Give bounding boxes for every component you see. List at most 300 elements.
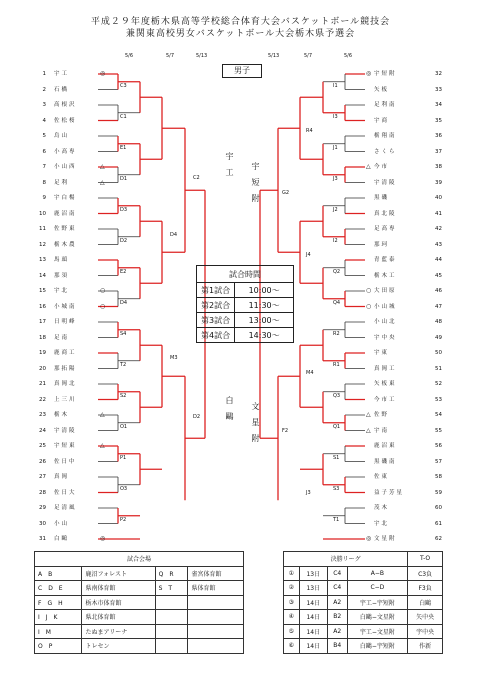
- team-name: 小山城: [374, 303, 397, 310]
- team-number: 11: [39, 226, 46, 232]
- venue-name: 県南体育館: [82, 581, 155, 596]
- team-number: 44: [435, 257, 442, 263]
- match-label: Q3: [333, 392, 341, 399]
- left-team: [32, 179, 108, 187]
- left-team: [32, 256, 108, 264]
- right-team: [366, 86, 450, 94]
- team-name: 矢板東: [374, 381, 397, 387]
- league-result: 宇中央: [408, 624, 443, 639]
- team-number: 6: [42, 148, 46, 155]
- gender-label: 男子: [222, 64, 262, 78]
- team-name: 宇北: [54, 288, 70, 294]
- team-number: 10: [39, 210, 46, 217]
- league-match: 宇工−宇短附: [347, 595, 408, 610]
- left-team: [32, 427, 108, 435]
- team-name: 小山: [54, 520, 70, 527]
- team-name: 栃木工: [374, 272, 397, 279]
- right-team: [366, 101, 450, 109]
- right-team: [366, 303, 450, 311]
- schedule-time: 14:30〜: [235, 328, 294, 343]
- right-team: [366, 396, 450, 404]
- team-name: 宇清陵: [374, 179, 397, 186]
- league-table: [283, 551, 443, 654]
- venue-name: 県北体育館: [82, 610, 155, 625]
- left-team: [32, 334, 108, 342]
- venue-code: A B: [35, 566, 82, 581]
- right-team: [366, 427, 450, 435]
- team-number: 21: [39, 381, 46, 387]
- team-number: 4: [42, 117, 46, 124]
- seed-mark: ◎: [100, 535, 106, 542]
- team-name: 矢板: [374, 86, 390, 93]
- seed-mark: ○: [366, 287, 372, 294]
- team-name: 今市: [374, 164, 390, 170]
- date-label: 5/6: [344, 53, 353, 59]
- left-team: [32, 117, 108, 125]
- league-result: F3負: [408, 581, 443, 596]
- seed-mark: △: [100, 442, 105, 449]
- team-number: 43: [435, 241, 442, 248]
- team-number: 8: [42, 179, 46, 186]
- team-name: 白鷗: [54, 536, 70, 542]
- seed-mark: △: [100, 178, 105, 186]
- team-name: 足利南: [374, 102, 397, 108]
- team-name: 佐東: [374, 474, 390, 480]
- team-name: 日明峰: [54, 319, 77, 325]
- team-number: 49: [435, 334, 442, 341]
- right-team: [366, 334, 450, 342]
- right-team: [366, 535, 450, 543]
- schedule-time: 13:00〜: [235, 313, 294, 328]
- league-court: A2: [327, 595, 347, 610]
- left-team: [32, 380, 108, 388]
- date-label: 5/13: [196, 53, 208, 59]
- league-day: 13日: [299, 581, 327, 596]
- title-line-2: 兼関東高校男女バスケットボール大会栃木県予選会: [125, 29, 356, 39]
- team-name: 真岡工: [374, 365, 397, 372]
- team-name: 高根沢: [54, 102, 77, 108]
- left-team: [32, 365, 108, 373]
- left-team: [32, 287, 108, 295]
- league-day: 14日: [299, 610, 327, 625]
- right-team: [366, 179, 450, 187]
- team-name: 宇清陵: [54, 427, 77, 434]
- right-team: [366, 272, 450, 280]
- right-team: [366, 163, 450, 171]
- league-match: 白鷗−宇短附: [347, 639, 408, 654]
- right-team: [366, 380, 450, 388]
- league-court: C4: [327, 581, 347, 596]
- right-team: [366, 210, 450, 218]
- team-name: 佐日大: [54, 489, 77, 496]
- team-name: 今市工: [374, 396, 397, 403]
- left-team: [32, 473, 108, 481]
- venue-name: 鹿沼フォレスト: [82, 566, 155, 581]
- left-team: [32, 272, 108, 280]
- left-team: [32, 396, 108, 404]
- right-team: [366, 504, 450, 512]
- date-label: 5/7: [304, 53, 313, 59]
- league-no: ①: [284, 566, 300, 581]
- match-label: C3: [120, 82, 127, 89]
- team-number: 35: [435, 117, 442, 124]
- league-court: B4: [327, 639, 347, 654]
- left-team: [32, 132, 108, 140]
- team-name: 宇短附: [374, 71, 397, 77]
- seed-mark: ○: [366, 302, 372, 310]
- date-label: 5/7: [166, 53, 175, 59]
- team-number: 62: [435, 536, 442, 542]
- match-label: R1: [333, 361, 340, 368]
- team-name: 那拓陽: [54, 365, 77, 372]
- team-number: 46: [435, 288, 442, 294]
- region-name: 白鷗: [225, 396, 234, 428]
- title-line-1: 平成２９年度栃木県高等学校総合体育大会バスケットボール競技会: [90, 17, 391, 27]
- match-label: O3: [120, 485, 128, 492]
- team-name: 栃翔南: [374, 133, 397, 139]
- left-team: [32, 442, 108, 450]
- right-team: [366, 520, 450, 528]
- left-team: [32, 101, 108, 109]
- match-label: D3: [120, 206, 128, 213]
- right-team: [366, 365, 450, 373]
- team-number: 39: [435, 179, 442, 186]
- team-number: 48: [435, 319, 442, 325]
- venue-name: 栃木市体育館: [82, 595, 155, 610]
- team-number: 27: [39, 474, 46, 480]
- date-label: 5/13: [268, 53, 280, 59]
- match-label: D4: [120, 299, 128, 306]
- league-header: 決勝リーグ: [284, 552, 408, 567]
- team-number: 41: [435, 210, 442, 217]
- match-label: I2: [333, 237, 338, 244]
- team-name: 上三川: [54, 396, 77, 403]
- venue-code: I M: [35, 624, 82, 639]
- team-number: 50: [435, 350, 442, 356]
- team-name: 小城南: [54, 303, 77, 310]
- league-no: ③: [284, 595, 300, 610]
- match-label: M3: [170, 355, 178, 361]
- team-name: 文星附: [374, 536, 397, 542]
- league-no: ④: [284, 610, 300, 625]
- match-label: S2: [120, 392, 127, 399]
- seed-mark: ◎: [366, 70, 372, 77]
- right-team: [366, 117, 450, 125]
- league-no: ⑥: [284, 639, 300, 654]
- match-label: M4: [306, 370, 314, 376]
- match-label: T1: [333, 516, 340, 523]
- match-label: E2: [120, 268, 127, 275]
- right-team: [366, 442, 450, 450]
- team-number: 38: [435, 164, 442, 170]
- team-number: 1: [42, 71, 46, 77]
- team-name: 宇南: [374, 427, 390, 434]
- venue-table: [34, 551, 244, 654]
- seed-mark: ○: [100, 287, 106, 294]
- team-number: 57: [435, 458, 442, 465]
- team-name: 足利: [54, 179, 70, 186]
- seed-mark: ○: [100, 302, 106, 310]
- team-name: 足南: [54, 334, 70, 341]
- right-team: [366, 148, 450, 156]
- left-team: [32, 535, 108, 543]
- team-number: 33: [435, 86, 442, 93]
- team-name: 烏山: [54, 133, 70, 139]
- team-number: 15: [39, 288, 46, 294]
- team-name: 石橋: [54, 86, 70, 93]
- team-name: 大田原: [374, 288, 397, 294]
- venue-code: C D E: [35, 581, 82, 596]
- region-name: 宇短附: [251, 162, 260, 210]
- seed-mark: △: [366, 426, 371, 434]
- left-team: [32, 70, 108, 78]
- team-name: 鹿商工: [54, 350, 77, 356]
- team-number: 5: [42, 133, 46, 139]
- league-result-header: T-O: [408, 552, 443, 567]
- team-number: 25: [39, 443, 46, 449]
- league-court: A2: [327, 624, 347, 639]
- match-label: C1: [120, 113, 127, 120]
- schedule-header: 試合時間: [197, 266, 294, 283]
- team-name: 宇中央: [374, 334, 397, 341]
- team-name: 黒磯: [374, 195, 390, 201]
- team-name: 黒磯南: [374, 458, 397, 465]
- team-name: 鹿沼東: [374, 443, 397, 449]
- match-label: R2: [333, 330, 340, 337]
- team-number: 54: [435, 412, 442, 418]
- right-team: [366, 287, 450, 295]
- left-team: [32, 194, 108, 202]
- left-team: [32, 225, 108, 233]
- venue-name: たぬまアリーナ: [82, 624, 155, 639]
- schedule-label: 第1試合: [197, 283, 235, 298]
- match-label: C2: [193, 175, 200, 181]
- venue-code: O P: [35, 639, 82, 654]
- team-number: 53: [435, 396, 442, 403]
- team-number: 14: [39, 272, 46, 279]
- schedule-label: 第3試合: [197, 313, 235, 328]
- league-court: B2: [327, 610, 347, 625]
- team-name: 佐野東: [54, 226, 77, 232]
- team-number: 52: [435, 381, 442, 387]
- left-team: [32, 241, 108, 249]
- seed-mark: ◎: [100, 70, 106, 77]
- league-court: C4: [327, 566, 347, 581]
- team-number: 26: [39, 458, 46, 465]
- team-name: 那須: [54, 272, 70, 279]
- team-name: 佐松桜: [54, 117, 77, 124]
- team-number: 7: [42, 164, 46, 170]
- right-team: [366, 473, 450, 481]
- team-number: 22: [39, 396, 46, 403]
- left-team: [32, 504, 108, 512]
- match-label: I1: [333, 82, 338, 89]
- team-number: 36: [435, 133, 442, 139]
- right-team: [366, 458, 450, 466]
- match-label: F2: [282, 428, 289, 434]
- left-team: [32, 86, 108, 94]
- date-label: 5/6: [125, 53, 134, 59]
- team-number: 17: [39, 319, 46, 325]
- venue-code: S T: [155, 581, 188, 596]
- left-team: [32, 349, 108, 357]
- team-name: 青藍泰: [374, 257, 397, 263]
- team-number: 60: [435, 505, 442, 511]
- seed-mark: △: [366, 411, 371, 418]
- team-name: 足清風: [54, 505, 77, 511]
- league-no: ②: [284, 581, 300, 596]
- right-team: [366, 349, 450, 357]
- league-match: 白鷗−文星附: [347, 610, 408, 625]
- league-result: C3負: [408, 566, 443, 581]
- schedule-time: 10:00〜: [235, 283, 294, 298]
- venue-code: I J K: [35, 610, 82, 625]
- team-name: 栃木農: [54, 241, 77, 248]
- schedule-label: 第4試合: [197, 328, 235, 343]
- team-name: 那珂: [374, 241, 390, 248]
- right-team: [366, 489, 450, 497]
- match-label: Q4: [333, 299, 341, 306]
- team-name: 真北陵: [374, 210, 397, 217]
- league-result: 白鷗: [408, 595, 443, 610]
- team-name: 足高専: [374, 226, 397, 232]
- venue-name: 雀宮体育館: [188, 566, 244, 581]
- team-number: 31: [39, 536, 46, 542]
- schedule-table: [196, 265, 294, 343]
- match-label: J1: [333, 144, 338, 151]
- league-day: 13日: [299, 566, 327, 581]
- match-label: P2: [120, 516, 127, 523]
- team-number: 34: [435, 102, 442, 108]
- team-name: 宇北: [374, 520, 390, 527]
- league-day: 14日: [299, 595, 327, 610]
- team-number: 59: [435, 489, 442, 496]
- league-result: 矢中央: [408, 610, 443, 625]
- match-label: S4: [120, 330, 127, 337]
- match-label: P1: [120, 454, 127, 461]
- match-label: J2: [333, 206, 338, 213]
- league-match: A−B: [347, 566, 408, 581]
- left-team: [32, 318, 108, 326]
- league-match: 宇工−文星附: [347, 624, 408, 639]
- schedule-label: 第2試合: [197, 298, 235, 313]
- team-name: 真岡北: [54, 381, 77, 387]
- team-name: 佐野: [374, 412, 390, 418]
- team-number: 13: [39, 257, 46, 263]
- team-number: 40: [435, 195, 442, 201]
- league-no: ⑤: [284, 624, 300, 639]
- match-label: D4: [170, 232, 178, 238]
- team-name: 宇商: [374, 117, 390, 124]
- league-match: C−D: [347, 581, 408, 596]
- seed-mark: △: [100, 163, 105, 170]
- team-number: 23: [39, 412, 46, 418]
- team-number: 16: [39, 303, 46, 310]
- match-label: O1: [120, 423, 128, 430]
- match-label: D1: [120, 175, 128, 182]
- match-label: D2: [120, 237, 128, 244]
- venue-code: F G H: [35, 595, 82, 610]
- left-team: [32, 148, 108, 156]
- team-name: 栃木: [54, 412, 70, 418]
- team-number: 37: [435, 148, 442, 155]
- match-label: R4: [306, 128, 313, 134]
- match-label: S1: [333, 454, 340, 461]
- right-team: [366, 70, 450, 78]
- team-name: 宇工: [54, 71, 70, 77]
- team-number: 42: [435, 226, 442, 232]
- venue-name: トレセン: [82, 639, 155, 654]
- league-day: 14日: [299, 639, 327, 654]
- team-number: 2: [42, 86, 46, 93]
- match-label: S3: [333, 485, 340, 492]
- left-team: [32, 210, 108, 218]
- team-number: 9: [42, 195, 46, 201]
- left-team: [32, 411, 108, 419]
- right-team: [366, 256, 450, 264]
- schedule-time: 11:30〜: [235, 298, 294, 313]
- team-number: 32: [435, 71, 442, 77]
- league-day: 14日: [299, 624, 327, 639]
- team-name: 小山北: [374, 319, 397, 325]
- right-team: [366, 225, 450, 233]
- right-team: [366, 194, 450, 202]
- right-team: [366, 132, 450, 140]
- match-label: J3: [333, 175, 338, 182]
- right-team: [366, 411, 450, 419]
- team-name: さくら: [374, 148, 397, 155]
- team-number: 61: [435, 520, 442, 527]
- team-number: 24: [39, 427, 46, 434]
- team-name: 宇白楊: [54, 195, 77, 201]
- team-name: 馬頭: [54, 257, 70, 263]
- seed-mark: ◎: [366, 535, 372, 542]
- team-name: 佐日中: [54, 458, 77, 465]
- team-name: 宇短東: [54, 443, 77, 449]
- left-team: [32, 303, 108, 311]
- match-label: G2: [282, 190, 290, 196]
- team-number: 19: [39, 350, 46, 356]
- team-number: 51: [435, 365, 442, 372]
- seed-mark: △: [366, 163, 371, 170]
- left-team: [32, 489, 108, 497]
- league-result: 作新: [408, 639, 443, 654]
- team-number: 55: [435, 427, 442, 434]
- team-number: 3: [42, 102, 46, 108]
- region-name: 文星附: [251, 402, 260, 450]
- team-number: 58: [435, 474, 442, 480]
- match-label: Q1: [333, 423, 341, 430]
- team-name: 益子芳星: [374, 489, 405, 496]
- right-team: [366, 241, 450, 249]
- match-label: J4: [306, 252, 311, 258]
- team-number: 30: [39, 520, 46, 527]
- venue-header: 試合会場: [35, 552, 244, 567]
- seed-mark: △: [100, 411, 105, 418]
- team-name: 宇東: [374, 350, 390, 356]
- team-number: 18: [39, 334, 46, 341]
- match-label: E1: [120, 144, 127, 151]
- left-team: [32, 458, 108, 466]
- match-label: D2: [193, 414, 201, 420]
- team-name: 真岡: [54, 474, 70, 480]
- team-number: 45: [435, 272, 442, 279]
- team-name: 茂木: [374, 505, 390, 511]
- venue-code: Q R: [155, 566, 188, 581]
- match-label: J3: [306, 490, 311, 496]
- match-label: I3: [333, 113, 338, 120]
- team-number: 29: [39, 505, 46, 511]
